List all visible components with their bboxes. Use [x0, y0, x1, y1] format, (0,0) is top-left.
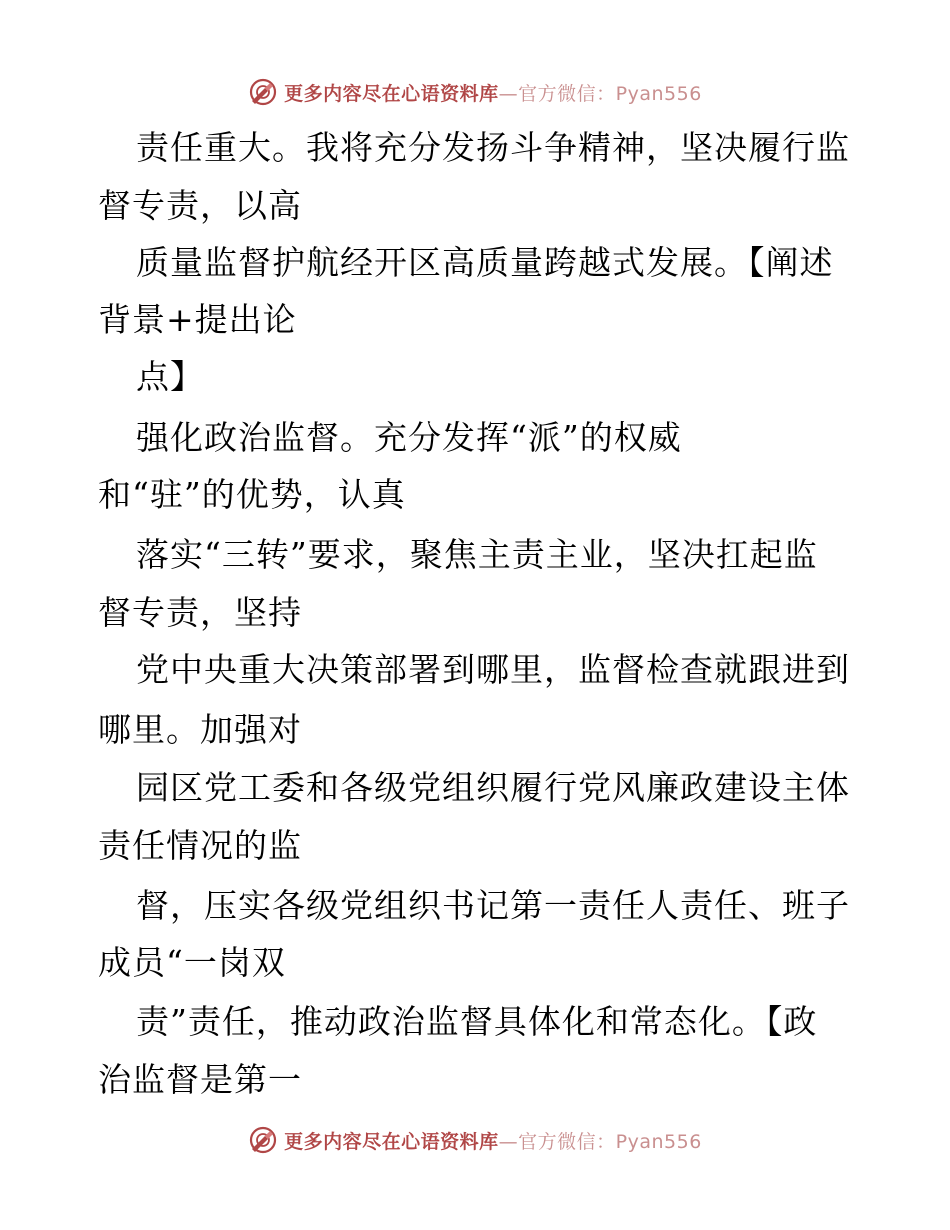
watermark-brand: 更多内容尽在心语资料库 — [284, 82, 499, 105]
body-line: 责任重大。我将充分发扬斗争精神，坚决履行监 — [136, 128, 850, 167]
body-line: 点】 — [136, 357, 204, 396]
body-line: 哪里。加强对 — [98, 710, 302, 749]
body-line: 党中央重大决策部署到哪里，监督检查就跟进到 — [136, 650, 850, 689]
body-line: 督，压实各级党组织书记第一责任人责任、班子 — [136, 886, 850, 925]
watermark-dash: — — [498, 1130, 519, 1153]
body-line: 强化政治监督。充分发挥“派”的权威 — [136, 418, 682, 457]
body-line: 园区党工委和各级党组织履行党风廉政建设主体 — [136, 768, 850, 807]
body-line: 背景+提出论 — [98, 300, 297, 339]
body-line: 治监督是第一 — [98, 1060, 302, 1099]
watermark-dash: — — [498, 82, 519, 105]
body-line: 责”责任，推动政治监督具体化和常态化。【政 — [136, 1002, 818, 1041]
body-line: 质量监督护航经开区高质量跨越式发展。【阐述 — [136, 243, 834, 282]
watermark-brand: 更多内容尽在心语资料库 — [284, 1130, 499, 1153]
body-line: 落实“三转”要求，聚焦主责主业，坚决扛起监 — [136, 535, 818, 574]
watermark-header — [0, 72, 950, 112]
watermark-wechat: 官方微信：Pyan556 — [518, 1130, 702, 1153]
body-line: 成员“一岗双 — [98, 943, 286, 982]
body-line: 督专责，坚持 — [98, 593, 302, 632]
body-line: 督专责，以高 — [98, 186, 302, 225]
body-line: 责任情况的监 — [98, 826, 302, 865]
body-line: 和“驻”的优势，认真 — [98, 475, 406, 514]
watermark-text — [284, 79, 702, 106]
watermark-text — [284, 1127, 702, 1154]
watermark-footer — [0, 1120, 950, 1160]
watermark-wechat: 官方微信：Pyan556 — [518, 82, 702, 105]
watermark-logo-icon — [248, 77, 278, 107]
watermark-logo-icon — [248, 1125, 278, 1155]
